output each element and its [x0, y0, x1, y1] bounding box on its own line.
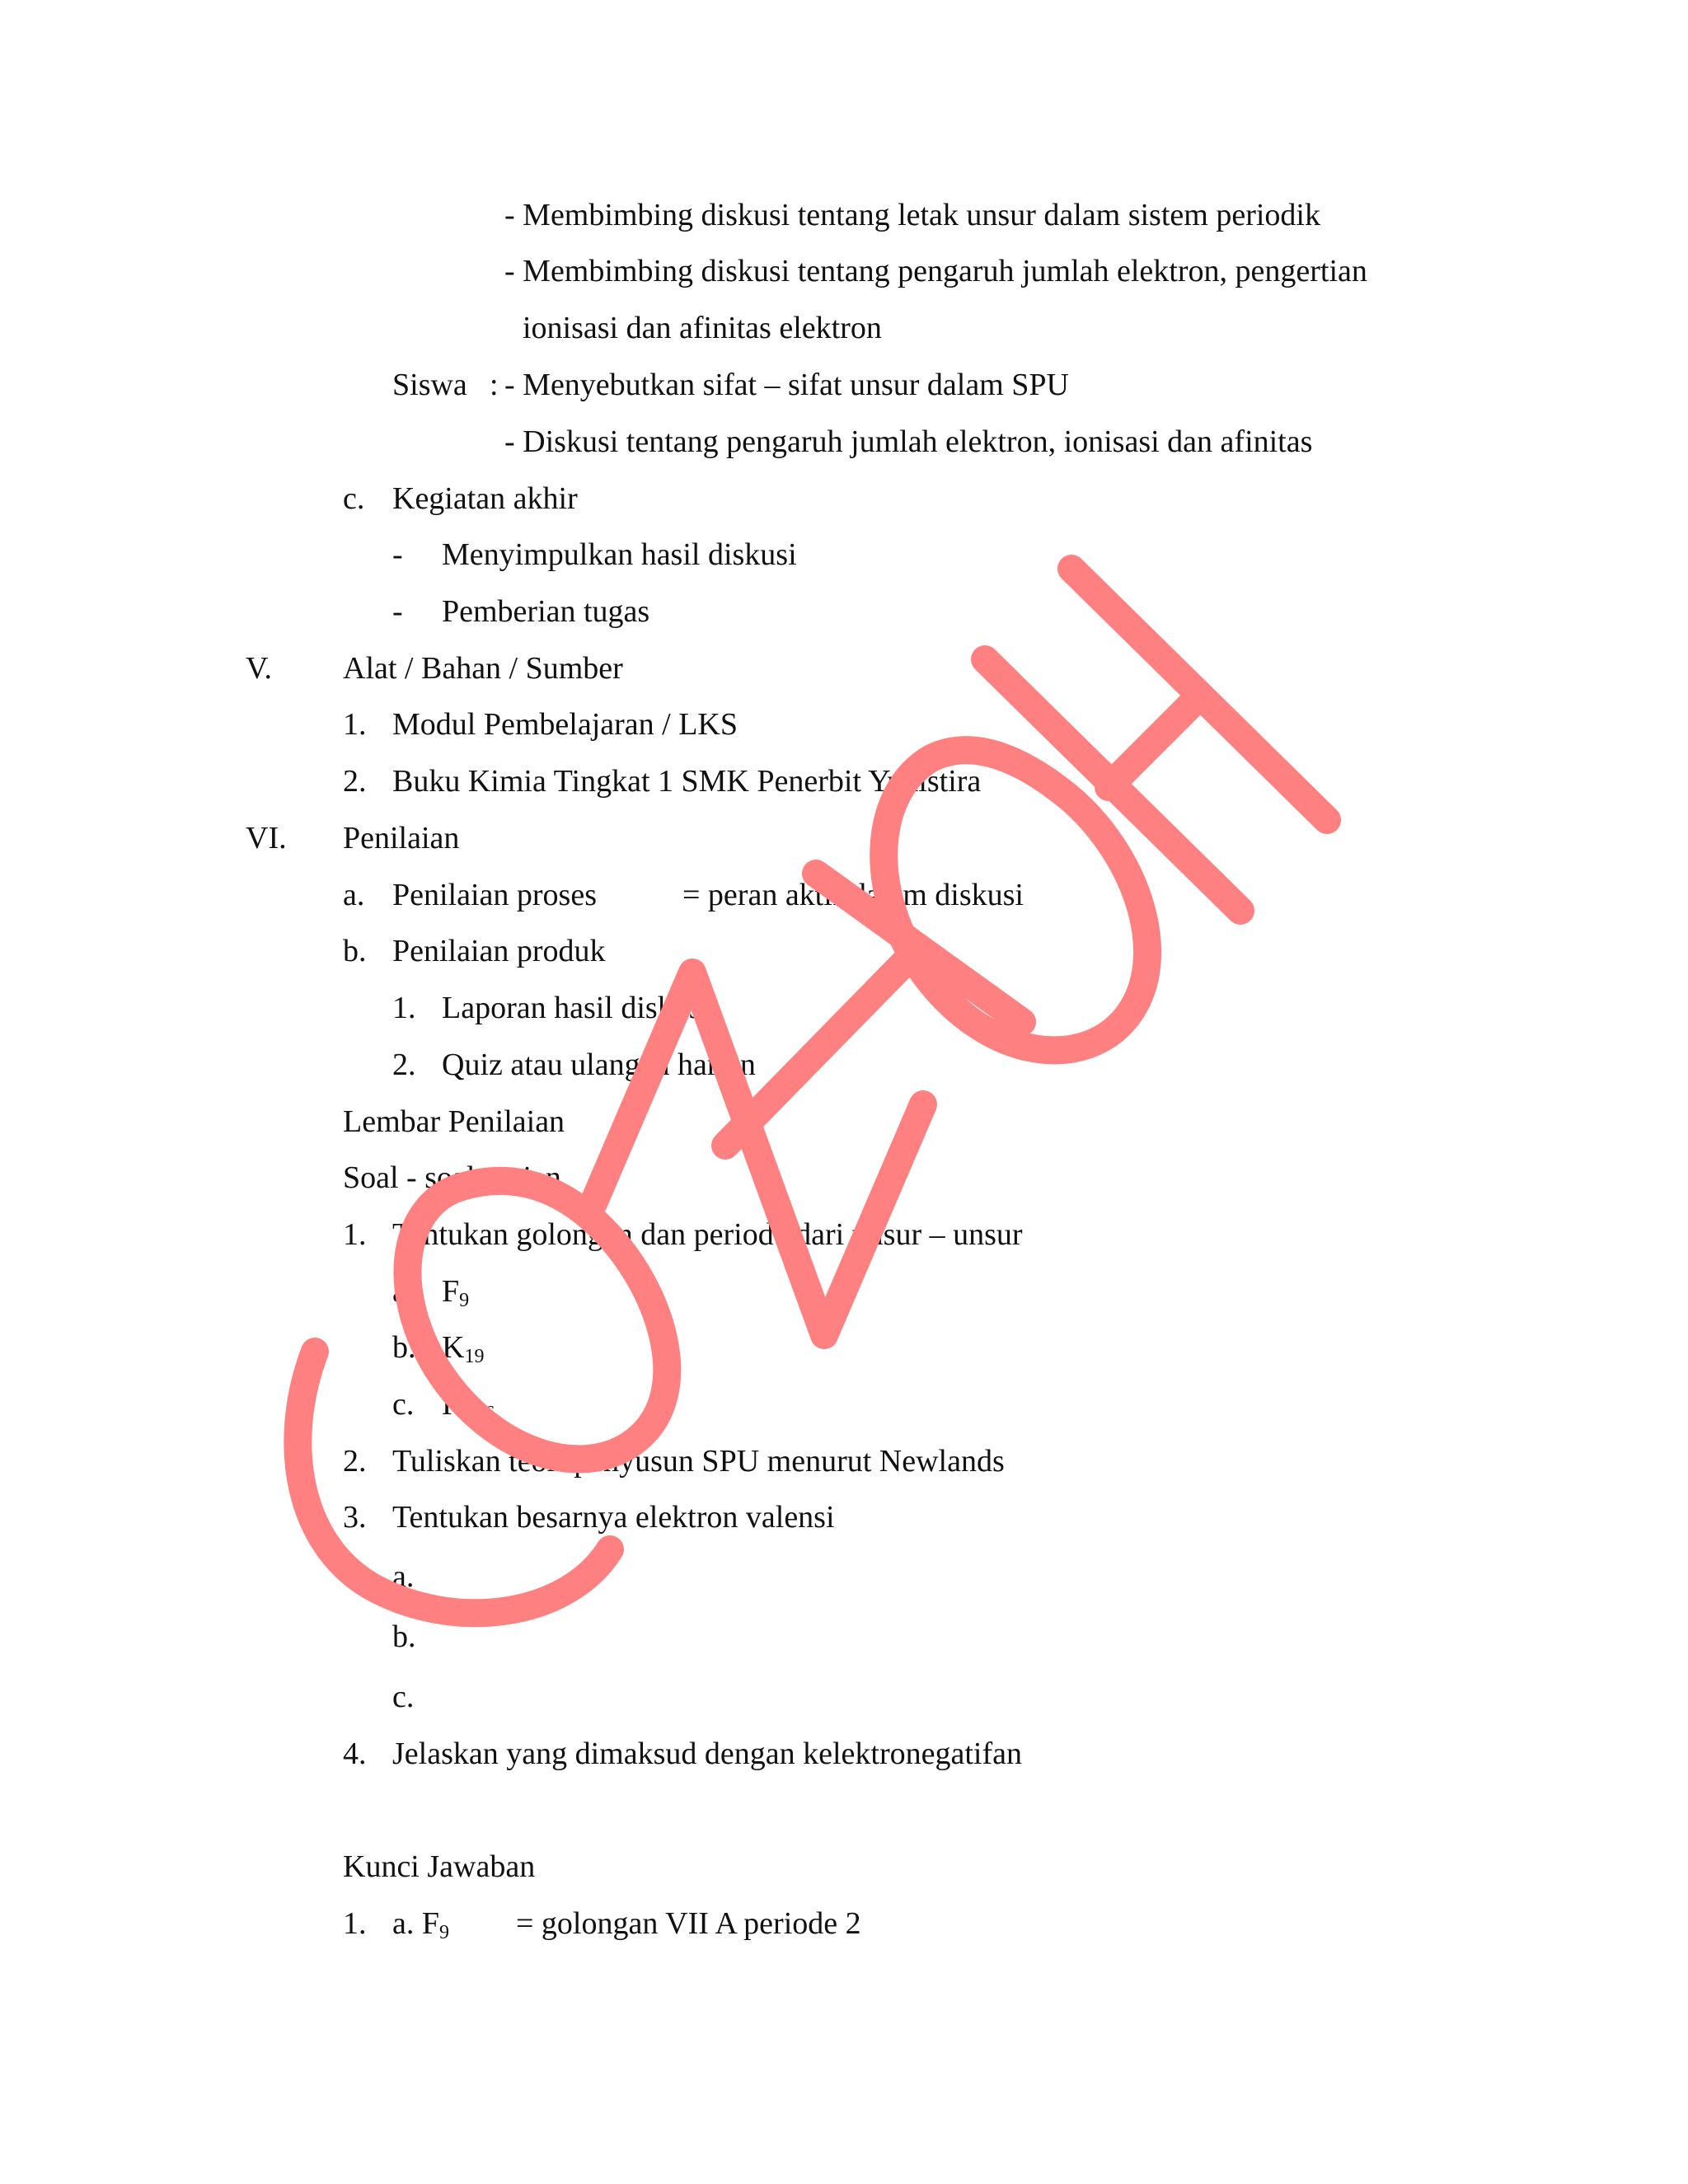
question-1-marker: 1. [343, 1217, 367, 1252]
question-1c-element [442, 1385, 495, 1423]
penilaian-proses-value: = peran aktif dalam diskusi [682, 878, 1024, 912]
student-activity-1: - Menyebutkan sifat – sifat unsur dalam SPU [504, 368, 1069, 402]
question-1b-marker: b. [392, 1330, 416, 1365]
section-vi-numeral: VI. [246, 821, 287, 855]
produk-item-1-marker: 1. [392, 991, 416, 1025]
question-3a-marker: a. [392, 1559, 415, 1594]
element-symbol: F [442, 1274, 460, 1309]
question-1a-marker: a. [392, 1274, 415, 1309]
question-1c-marker: c. [392, 1387, 415, 1422]
question-4-text: Jelaskan yang dimaksud dengan kelektronegatifan [392, 1736, 1022, 1771]
penilaian-produk-marker: b. [343, 934, 367, 968]
watermark-letter-h-left [985, 659, 1240, 911]
kegiatan-akhir-item-2: Pemberian tugas [442, 594, 650, 629]
penilaian-proses-label: Penilaian proses [392, 878, 598, 912]
section-vi-title: Penilaian [343, 821, 460, 855]
question-1b-element [442, 1329, 484, 1366]
question-3-text: Tentukan besarnya elektron valensi [392, 1500, 835, 1535]
penilaian-produk-label: Penilaian produk [392, 934, 606, 968]
element-symbol: a. F [392, 1906, 439, 1941]
lembar-penilaian-heading: Lembar Penilaian [343, 1104, 565, 1139]
kegiatan-akhir-item-1-marker: - [392, 537, 403, 572]
kunci-jawaban-heading: Kunci Jawaban [343, 1849, 536, 1884]
section-v-title: Alat / Bahan / Sumber [343, 651, 623, 686]
teacher-activity-1: - Membimbing diskusi tentang letak unsur dalam sistem periodik [504, 198, 1320, 232]
section-v-numeral: V. [246, 651, 273, 686]
produk-item-2-marker: 2. [392, 1047, 416, 1082]
section-v-item-1: Modul Pembelajaran / LKS [392, 707, 738, 742]
soal-heading: Soal - soal uraian [343, 1160, 561, 1195]
kegiatan-akhir-item-1: Menyimpulkan hasil diskusi [442, 537, 797, 572]
question-1a-element [442, 1272, 469, 1310]
answer-1-marker: 1. [343, 1906, 367, 1941]
element-symbol: Kr [442, 1387, 476, 1422]
element-atomic-number: 36 [475, 1403, 495, 1424]
question-4-marker: 4. [343, 1736, 367, 1771]
watermark-letter-h-right [1071, 569, 1327, 820]
question-3-marker: 3. [343, 1500, 367, 1535]
element-atomic-number: 19 [464, 1346, 485, 1367]
kegiatan-akhir-marker: c. [343, 481, 365, 516]
student-activity-2: - Diskusi tentang pengaruh jumlah elektron, ionisasi dan afinitas [504, 424, 1313, 459]
teacher-activity-2-cont: ionisasi dan afinitas elektron [523, 311, 882, 345]
section-v-item-1-marker: 1. [343, 707, 367, 742]
kegiatan-akhir-item-2-marker: - [392, 594, 403, 629]
produk-item-2: Quiz atau ulangan harian [442, 1047, 756, 1082]
element-atomic-number: 9 [459, 1290, 470, 1311]
question-2-text: Tuliskan teori penyusun SPU menurut Newlands [392, 1444, 1005, 1479]
student-colon: : [490, 368, 499, 402]
question-1-text: Tentukan golongan dan periode dari unsur – unsur [392, 1217, 1023, 1252]
section-v-item-2: Buku Kimia Tingkat 1 SMK Penerbit Yudistira [392, 764, 982, 799]
section-v-item-2-marker: 2. [343, 764, 367, 799]
penilaian-proses-marker: a. [343, 878, 365, 912]
element-atomic-number: 9 [439, 1922, 449, 1943]
watermark-letter-h-bar [1109, 696, 1199, 787]
kegiatan-akhir-title: Kegiatan akhir [392, 481, 578, 516]
watermark-letter-n [593, 972, 923, 1335]
question-2-marker: 2. [343, 1444, 367, 1479]
question-3c-marker: c. [392, 1680, 415, 1714]
question-3b-marker: b. [392, 1619, 416, 1654]
produk-item-1: Laporan hasil diskusi [442, 991, 710, 1025]
student-label: Siswa [392, 368, 467, 402]
teacher-activity-2: - Membimbing diskusi tentang pengaruh jumlah elektron, pengertian [504, 254, 1367, 288]
answer-1-text: = golongan VII A periode 2 [516, 1906, 861, 1941]
element-symbol: K [442, 1330, 465, 1365]
answer-1-element [392, 1905, 449, 1943]
